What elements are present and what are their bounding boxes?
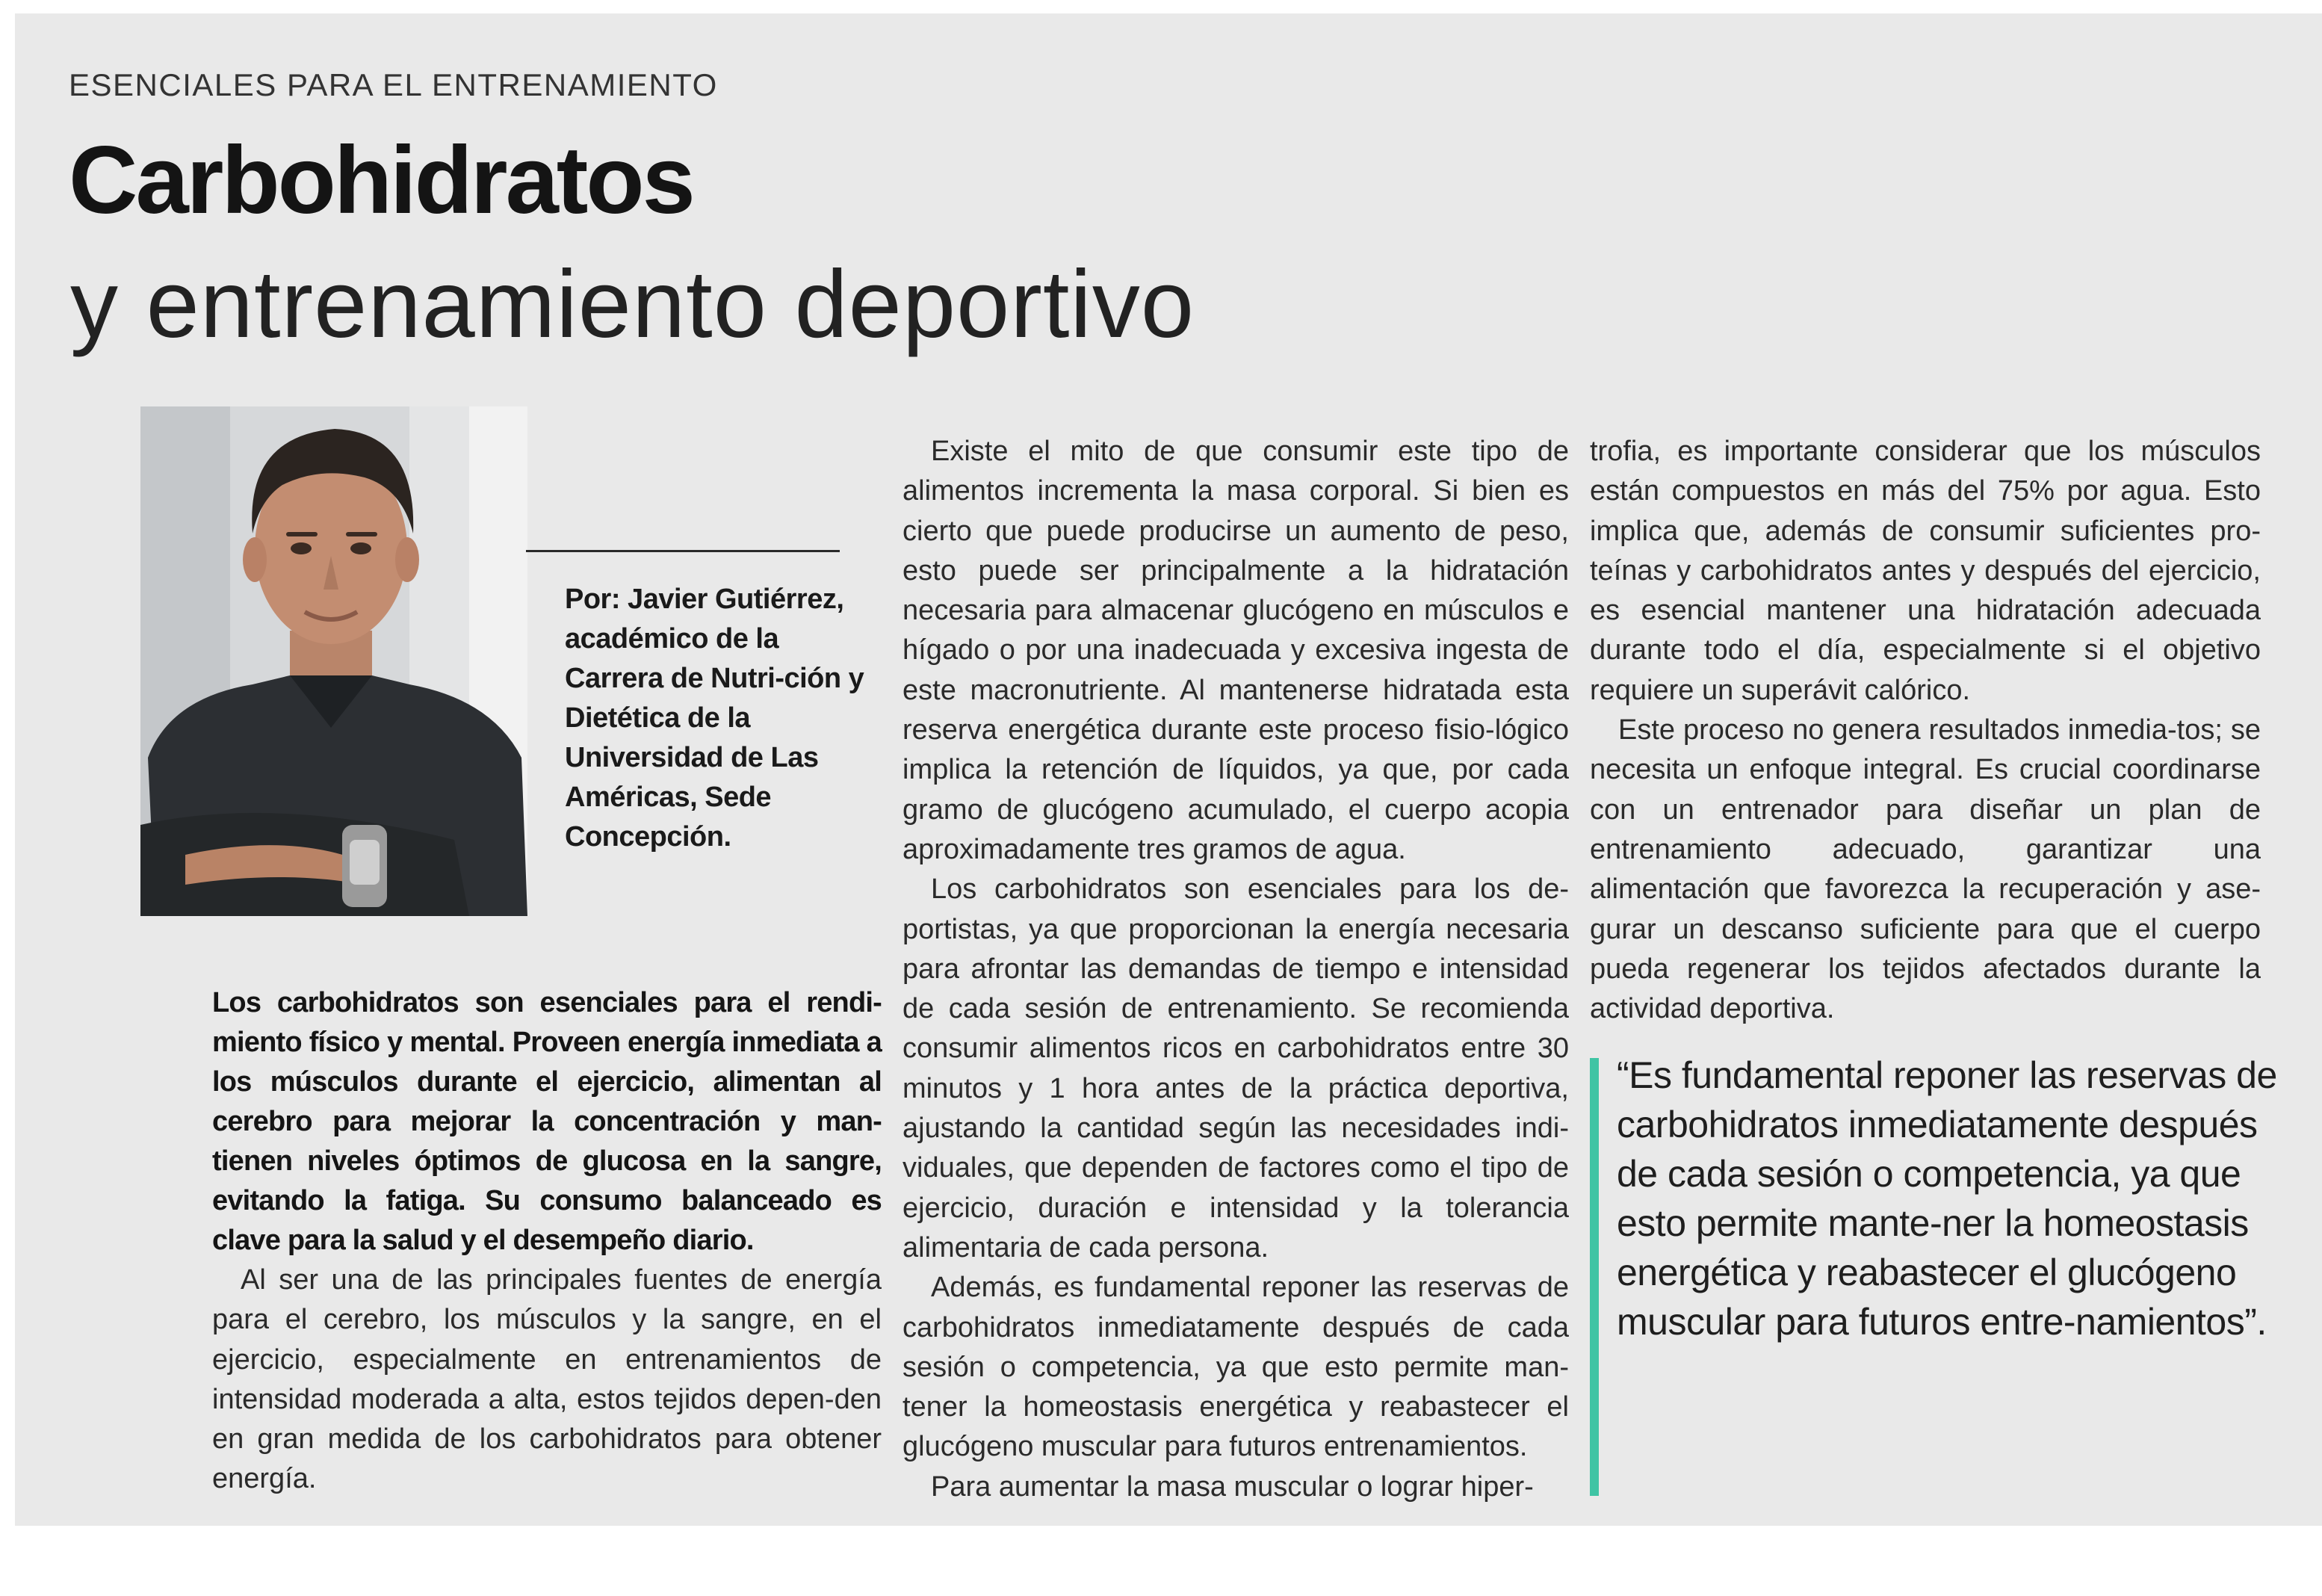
author-byline: Por: Javier Gutiérrez, académico de la Carrera de Nutri-ción y Dietética de la Universidad de Las Américas, Sede Concepción. <box>565 584 864 853</box>
body-paragraph: Además, es fundamental reponer las reservas de carbohidratos inmediatamente después de cada sesión o competencia, ya que esto permite man-tener la homeostasis energética y reabastecer el glucógeno muscular para futuros entrenamientos. <box>903 1272 1569 1463</box>
newspaper-page <box>15 13 2322 1526</box>
author-portrait-icon <box>140 406 527 916</box>
byline-rule <box>526 550 840 552</box>
author-photo <box>140 406 527 916</box>
body-paragraph: Este proceso no genera resultados inmedia-tos; se necesita un enfoque integral. Es crucial coordinarse con un entrenador para diseñar un plan de entrenamiento adecuado, garantizar una alimentación que favorezca la recuperación y ase-gurar un descanso suficiente para que el cuerpo pueda regenerar los tejidos afectados durante la actividad deportiva. <box>1590 714 2261 1025</box>
pull-quote-accent-bar <box>1590 1058 1599 1496</box>
column-2 <box>903 432 1569 1507</box>
section-label: ESENCIALES PARA EL ENTRENAMIENTO <box>69 67 718 102</box>
column-3 <box>1590 432 2261 1029</box>
body-paragraph: Al ser una de las principales fuentes de energía para el cerebro, los músculos y la sangre, en el ejercicio, especialmente en entrenamientos de intensidad moderada a alta, estos tejidos depen-den en gran medida de los carbohidratos para obtener energía. <box>212 1264 882 1495</box>
lead-paragraph: Los carbohidratos son esenciales para el rendi-miento físico y mental. Proveen energía inmediata a los músculos durante el ejercicio, alimentan al cerebro para mejorar la concentración y man-tienen niveles óptimos de glucosa en la sangre, evitando la fatiga. Su consumo balanceado es clave para la salud y el desempeño diario. <box>212 987 882 1256</box>
column-1 <box>212 983 882 1500</box>
headline: Carbohidratos <box>69 127 693 234</box>
body-paragraph: Existe el mito de que consumir este tipo de alimentos incrementa la masa corporal. Si bien es cierto que puede producirse un aumento de peso, esto puede ser principalmente a la hidratación necesaria para almacenar glucógeno en músculos e hígado o por una inadecuada y excesiva ingesta de este macronutriente. Al mantenerse hidratada esta reserva energética durante este proceso fisio-lógico implica la retención de líquidos, ya que, por cada gramo de glucógeno acumulado, el cuerpo acopia aproximadamente tres gramos de agua. <box>903 436 1569 865</box>
pull-quote: “Es fundamental reponer las reservas de carbohidratos inmediatamente después de cada sesión o competencia, ya que esto permite mante-ner la homeostasis energética y reabastecer el glucógeno muscular para futuros entre-namientos”. <box>1617 1054 2277 1343</box>
body-paragraph: Para aumentar la masa muscular o lograr hiper- <box>931 1470 1534 1503</box>
body-paragraph: trofia, es importante considerar que los músculos están compuestos en más del 75% por agua. Esto implica que, además de consumir suficientes pro-teínas y carbohidratos antes y después del ejercicio, es esencial mantener una hidratación adecuada durante todo el día, especialmente si el objetivo requiere un superávit calórico. <box>1590 436 2261 706</box>
subheadline: y entrenamiento deportivo <box>70 251 1195 358</box>
body-paragraph: Los carbohidratos son esenciales para los de-portistas, ya que proporcionan la energía necesaria para afrontar las demandas de tiempo e intensidad de cada sesión de entrenamiento. Se recomienda consumir alimentos ricos en carbohidratos entre 30 minutos y 1 hora antes de la práctica deportiva, ajustando la cantidad según las necesidades indi-viduales, que dependen de factores como el tipo de ejercicio, duración e intensidad y la tolerancia alimentaria de cada persona. <box>903 873 1569 1264</box>
